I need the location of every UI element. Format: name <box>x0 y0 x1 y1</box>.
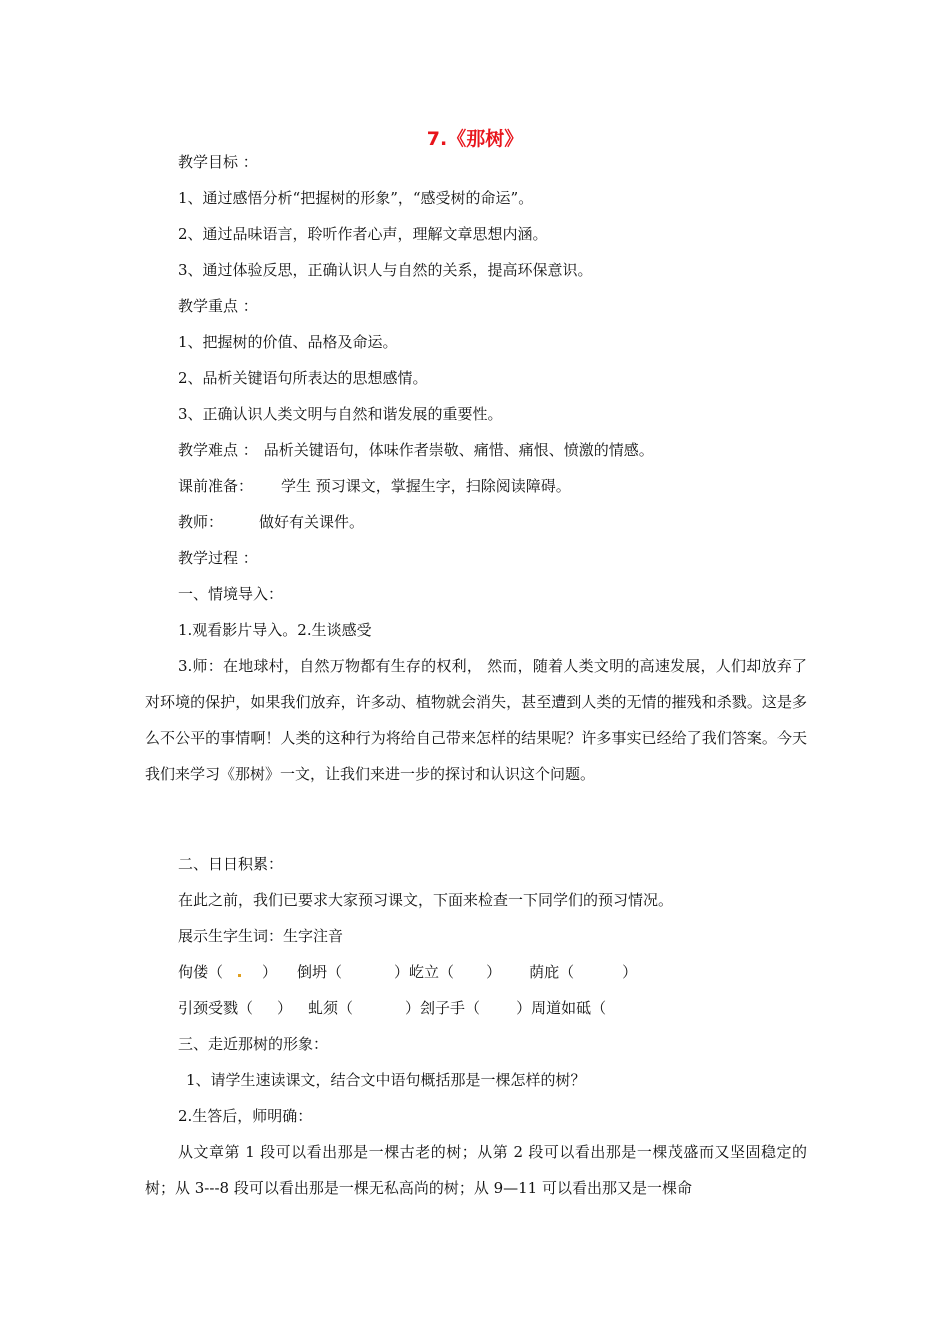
objectives-heading: 教学目标 ： <box>178 153 258 171</box>
difficulty-label: 教学难点 ： <box>178 441 258 459</box>
vocab-heading: 展示生字生词：生字注音 <box>178 927 344 945</box>
objective-item-1: 1、通过感悟分析“把握树的形象”，“感受树的命运”。 <box>178 189 534 207</box>
preview-check-text: 在此之前，我们已要求大家预习课文，下面来检查一下同学们的预习情况。 <box>178 891 674 909</box>
preparation-label: 课前准备： <box>178 477 254 495</box>
step-1: 1.观看影片导入。2.生谈感受 <box>178 621 372 639</box>
objective-item-3: 3、通过体验反思，正确认识人与自然的关系，提高环保意识。 <box>178 261 593 279</box>
answer-paragraph: 从文章第 1 段可以看出那是一棵古老的树；从第 2 段可以看出那是一棵茂盛而又坚固稳定的树；从 3---8 段可以看出那是一棵无私高尚的树；从 9—11 可以看出那又是一棵命 <box>145 1143 807 1197</box>
vocab-close: ） <box>622 963 638 981</box>
vocab-word: ）屹立（ <box>394 963 455 981</box>
section-2-heading: 二、日日积累： <box>178 855 284 873</box>
vocab-word: 荫庇（ <box>529 963 575 981</box>
step-3-paragraph: 3.师：在地球村，自然万物都有生存的权利， 然而，随着人类文明的高速发展，人们却放弃了对环境的保护，如果我们放弃，许多动、植物就会消失，甚至遭到人类的无情的摧残和杀戮。这是多么不公平的事情啊！人类的这种行为将给自己带来怎样的结果呢？许多事实已经给了我们答案。今天我们来学习《那树》一文，让我们来进一步的探讨和认识这个问题。 <box>145 657 807 783</box>
key-point-item-2: 2、品析关键语句所表达的思想感情。 <box>178 369 428 387</box>
vocab-word: 佝偻（ <box>178 963 224 981</box>
teacher-text: 做好有关课件。 <box>259 513 365 531</box>
section-3-heading: 三、走近那树的形象： <box>178 1035 329 1053</box>
vocab-word: ）刽子手（ <box>405 999 481 1017</box>
key-points-heading: 教学重点 ： <box>178 297 258 315</box>
objective-item-2: 2、通过品味语言，聆听作者心声，理解文章思想内涵。 <box>178 225 548 243</box>
question-1: 1、请学生速读课文，结合文中语句概括那是一棵怎样的树？ <box>186 1071 586 1089</box>
vocab-word: 引颈受戮（ <box>178 999 254 1017</box>
preparation-line <box>178 475 571 497</box>
key-point-item-3: 3、正确认识人类文明与自然和谐发展的重要性。 <box>178 405 503 423</box>
vocab-row-1 <box>178 961 637 983</box>
blank-mark <box>238 974 241 977</box>
preparation-student: 学生 预习课文，掌握生字，扫除阅读障碍。 <box>281 477 571 495</box>
vocab-row-2 <box>178 997 606 1019</box>
question-2: 2.生答后，师明确： <box>178 1107 313 1125</box>
teacher-label: 教师： <box>178 513 224 531</box>
vocab-close: ） <box>486 963 502 981</box>
difficulty-line <box>178 439 654 461</box>
difficulty-text: 品析关键语句，体味作者崇敬、痛惜、痛恨、愤激的情感。 <box>263 441 654 459</box>
process-heading: 教学过程 ： <box>178 549 258 567</box>
vocab-close: ） <box>277 999 293 1017</box>
vocab-word: 虬须（ <box>308 999 354 1017</box>
teacher-line <box>178 511 364 533</box>
lesson-title: 7.《那树》 <box>426 128 524 150</box>
key-point-item-1: 1、把握树的价值、品格及命运。 <box>178 333 398 351</box>
vocab-close: ） <box>262 963 278 981</box>
vocab-word: 倒坍（ <box>297 963 343 981</box>
section-1-heading: 一、情境导入： <box>178 585 284 603</box>
vocab-word: ）周道如砥（ <box>516 999 607 1017</box>
